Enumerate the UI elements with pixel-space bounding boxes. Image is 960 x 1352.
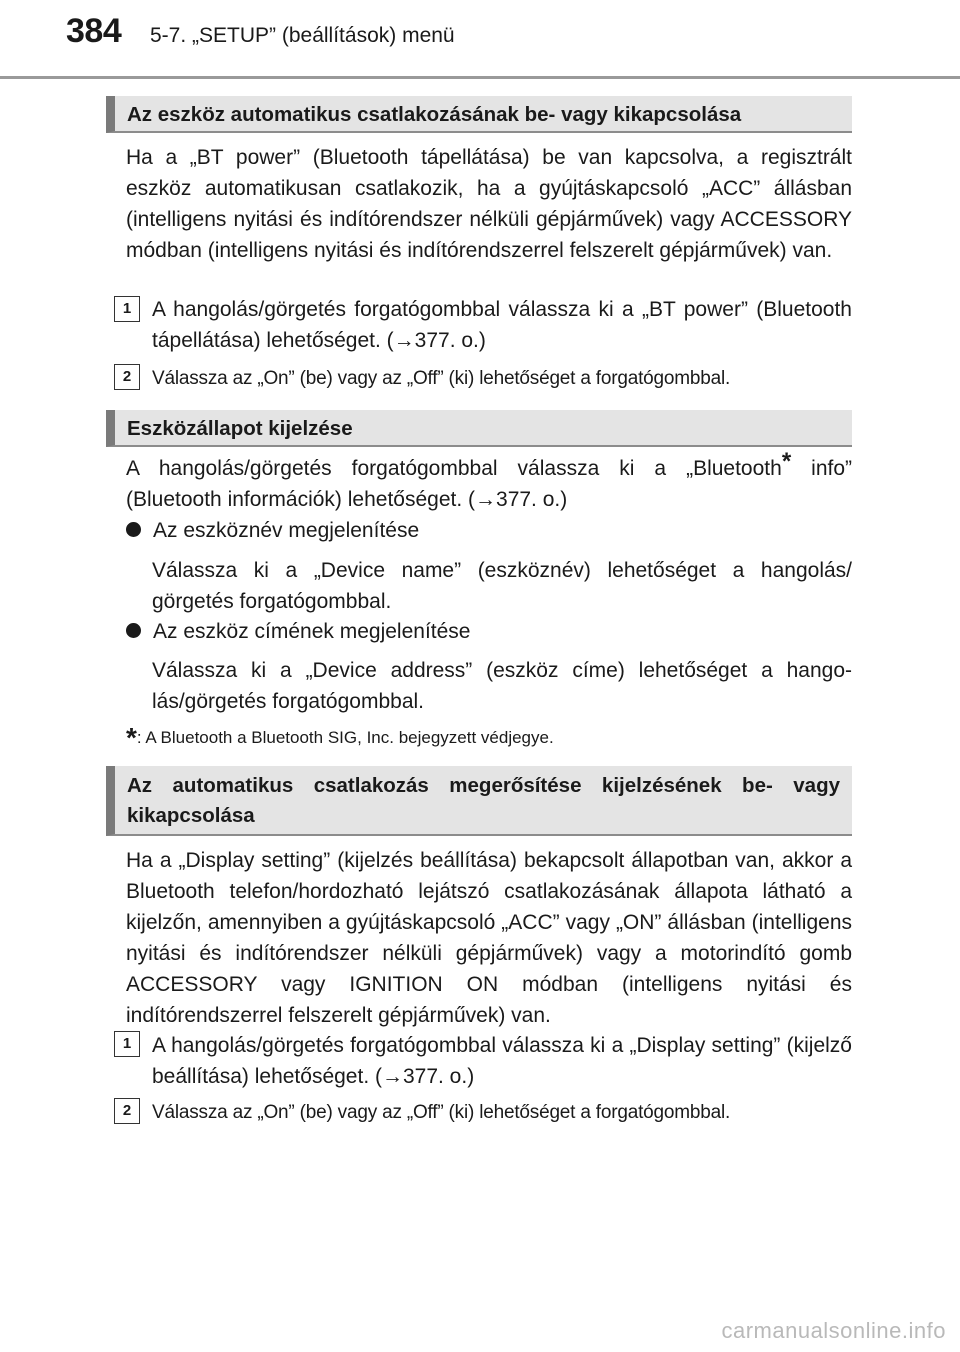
trademark-asterisk: * bbox=[781, 448, 792, 475]
bullet-dot-icon bbox=[126, 623, 141, 638]
header-divider bbox=[0, 76, 960, 79]
chapter-title: 5-7. „SETUP” (beállítások) menü bbox=[150, 24, 455, 47]
footnote-asterisk: * bbox=[126, 722, 137, 753]
step-number-badge: 2 bbox=[114, 1098, 140, 1124]
bullet-item: Az eszköz címének megjelenítése bbox=[126, 616, 852, 647]
footnote: *: A Bluetooth a Bluetooth SIG, Inc. bejegyzett védjegye. bbox=[126, 722, 554, 753]
bullet-description: Válassza ki a „Device address” (eszköz címe) lehetőséget a hangolás/görgetés forgatógombbal. bbox=[152, 659, 852, 713]
step-number-badge: 2 bbox=[114, 364, 140, 390]
step-text: Válassza az „On” (be) vagy az „Off” (ki) lehetőséget a forgatógombbal. bbox=[152, 1102, 731, 1123]
step-text: Válassza az „On” (be) vagy az „Off” (ki) lehetőséget a forgatógombbal. bbox=[152, 368, 731, 389]
step-text: A hangolás/görgetés forgatógombbal válassza ki a „BT power” (Bluetooth tápellátása) lehetőséget. (→377. o.) bbox=[152, 298, 852, 352]
section-auto-connect-intro: Ha a „BT power” (Bluetooth tápellátása) be van kapcsolva, a regisztrált eszköz automatikusan csatlakozik, ha a gyújtáskapcsoló „ACC” állásban (intelligens nyitási és indítórendszer nélküli gépjárművek) vagy ACCESSORY módban (intelligens nyitási és indítórendszerrel felszerelt gépjárművek) van. bbox=[126, 146, 852, 262]
page-header bbox=[0, 0, 960, 80]
step-number-badge: 1 bbox=[114, 296, 140, 322]
section-heading-device-status: Eszközállapot kijelzése bbox=[106, 410, 852, 447]
section-display-setting-intro: Ha a „Display setting” (kijelzés beállítása) bekapcsolt állapotban van, akkor a Bluetooth telefon/hordozható lejátszó csatlakozásának állapota látható a kijelzőn, amennyiben a gyújtáskapcsoló „ACC” vagy „ON” állásban (intelligens nyitási és indítórendszer nélküli gépjárművek) vagy a motorindító gomb ACCESSORY vagy IGNITION ON módban (intelligens nyitási és indítórendszerrel felszerelt gépjárművek) van. bbox=[126, 849, 852, 1027]
step-text: A hangolás/görgetés forgatógombbal válassza ki a „Display setting” (kijelző beállítása) lehetőséget. (→377. o.) bbox=[152, 1034, 852, 1088]
section-heading-display-setting: Az automatikus csatlakozás megerősítése kijelzésének be- vagy kikapcsolása bbox=[106, 766, 852, 836]
page-number: 384 bbox=[66, 12, 122, 50]
step-number-badge: 1 bbox=[114, 1031, 140, 1057]
bullet-dot-icon bbox=[126, 522, 141, 537]
bullet-description: Válassza ki a „Device name” (eszköznév) lehetőséget a hangolás/ görgetés forgatógombbal. bbox=[152, 559, 852, 613]
watermark: carmanualsonline.info bbox=[721, 1318, 946, 1343]
section-heading-auto-connect: Az eszköz automatikus csatlakozásának be- vagy kikapcsolása bbox=[106, 96, 852, 133]
bullet-item: Az eszköznév megjelenítése bbox=[126, 515, 852, 546]
section-device-status-intro: A hangolás/görgetés forgatógombbal válassza ki a „Bluetooth* info” (Bluetooth információk) lehetőséget. (→377. o.) bbox=[126, 448, 852, 511]
